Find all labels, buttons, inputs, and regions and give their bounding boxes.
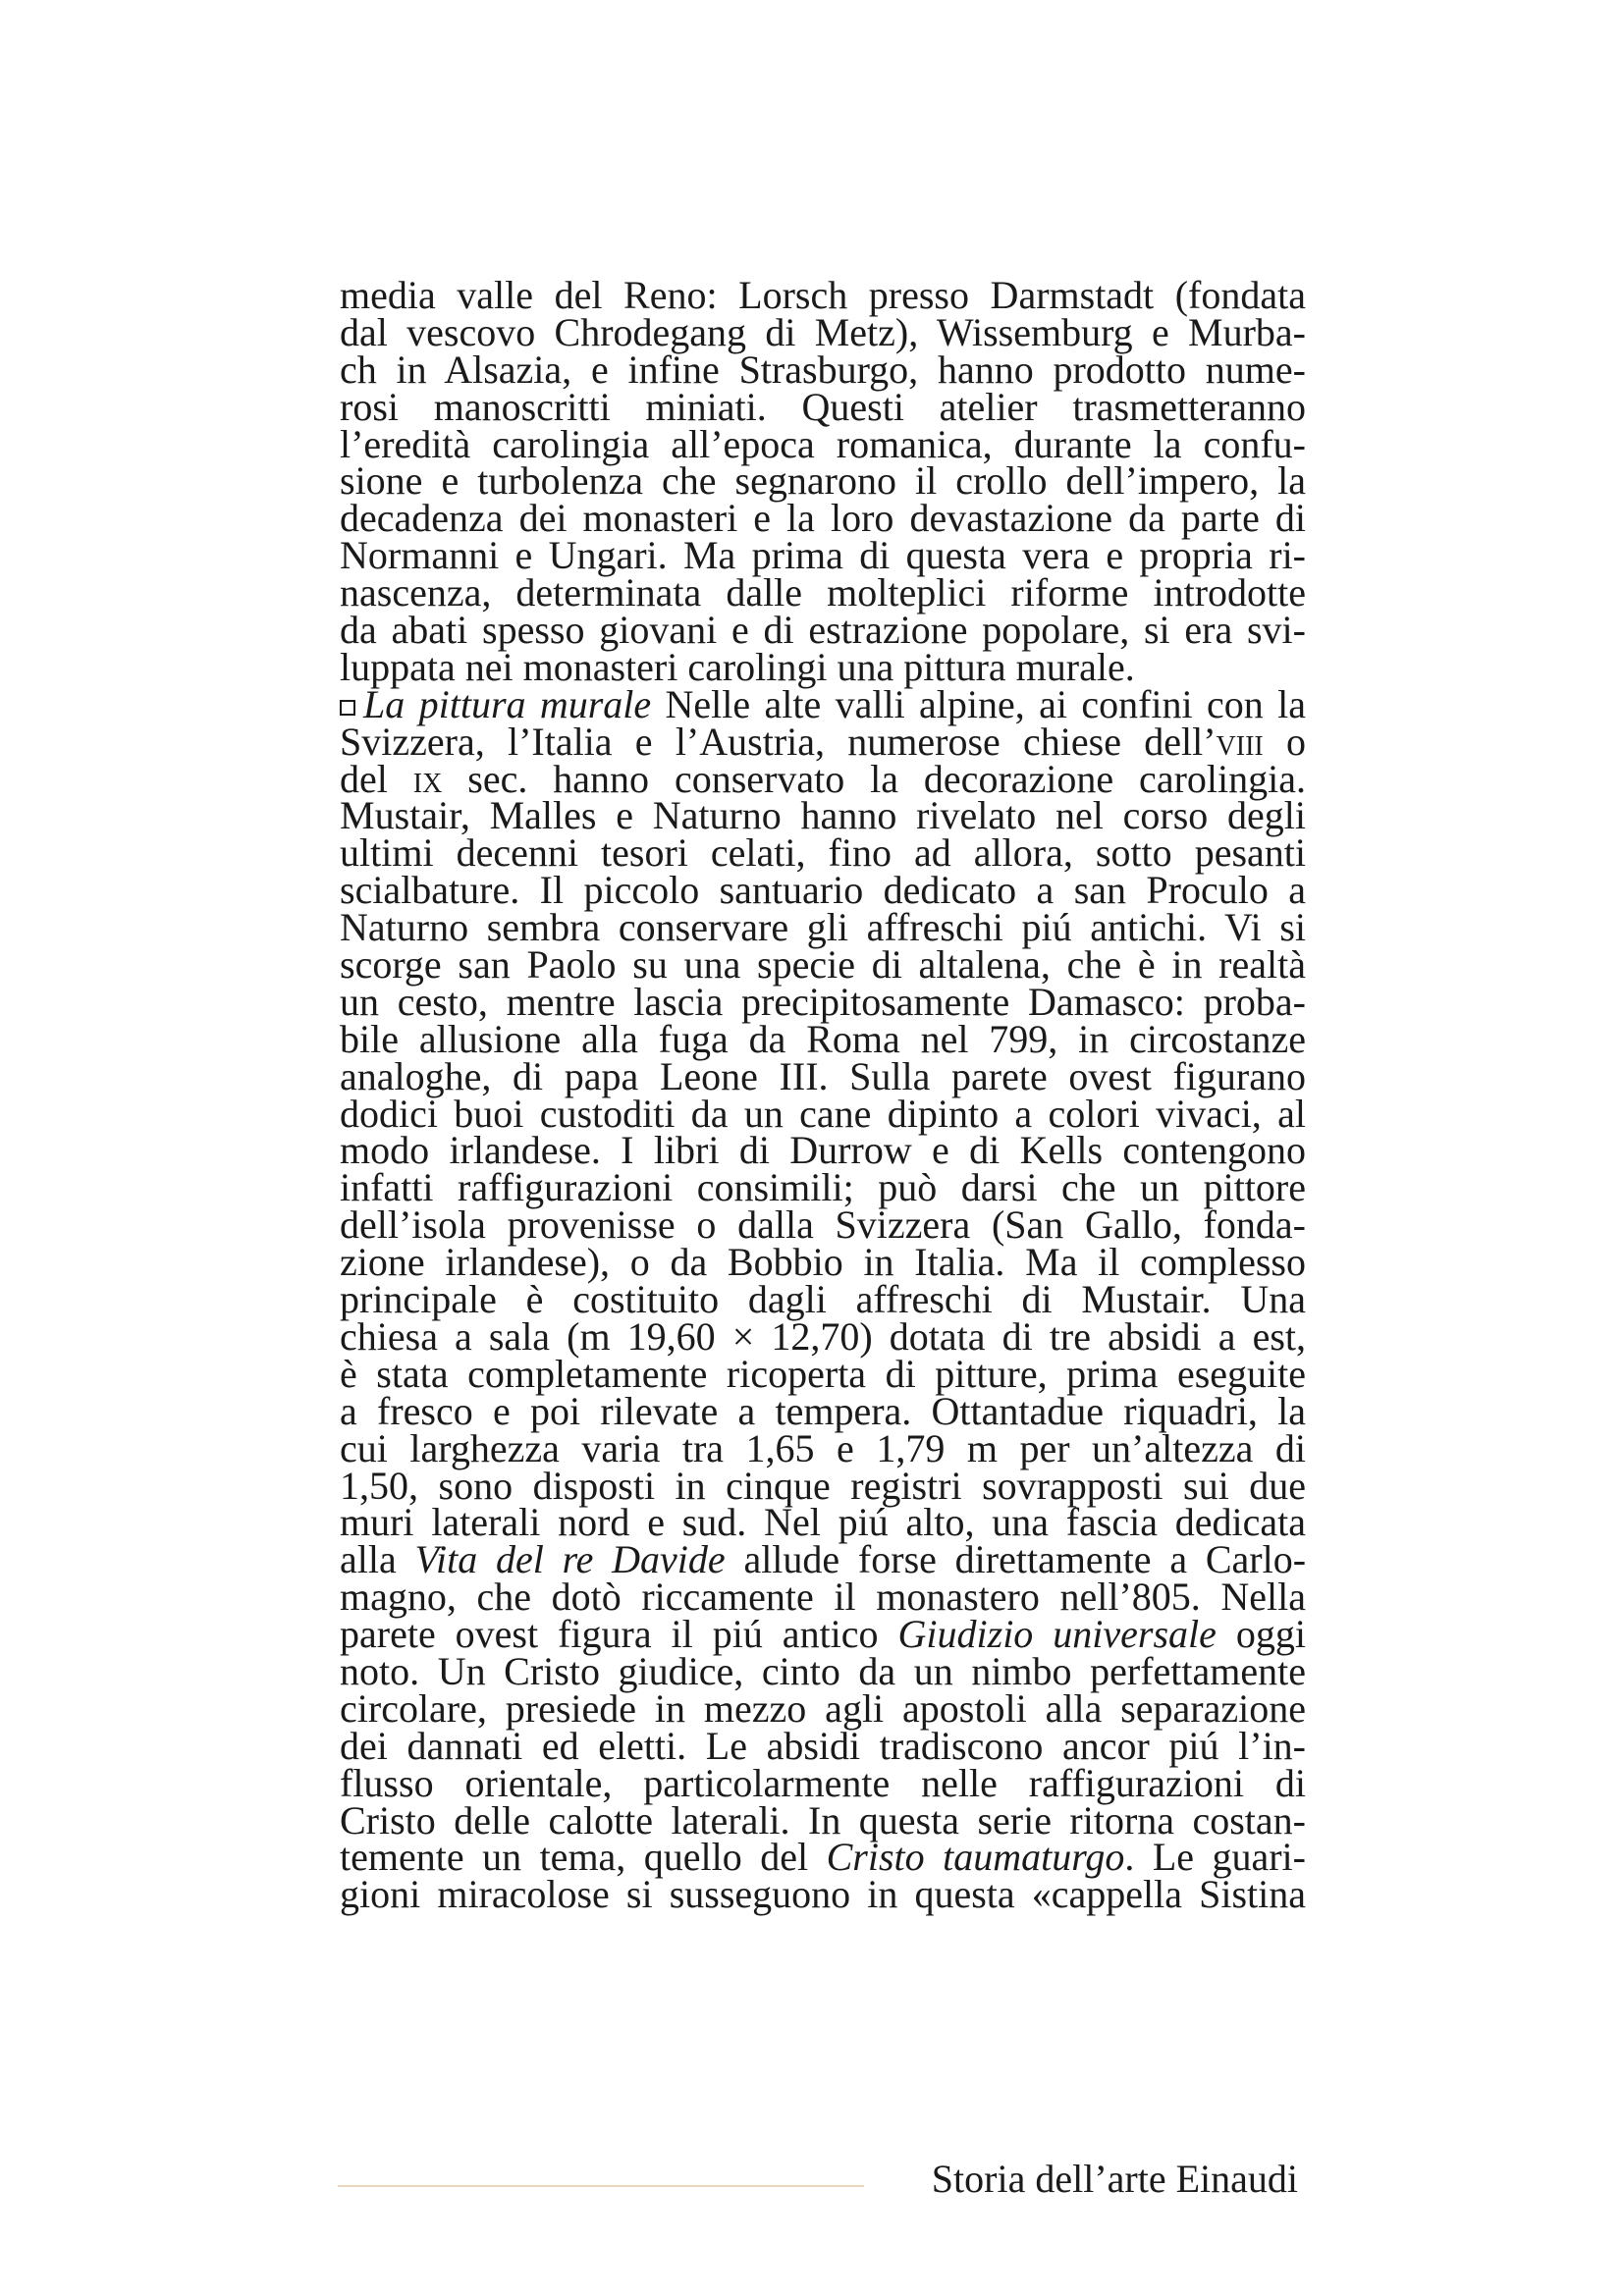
text-line: [340, 1612, 1306, 1657]
text-line: circolare, presiede in mezzo agli apostoli alla separazione: [340, 1685, 1306, 1731]
section-heading-line: [340, 681, 1306, 726]
italic-title: Cristo taumaturgo: [826, 1835, 1125, 1880]
text-line: luppata nei monasteri carolingi una pittura murale.: [340, 644, 1135, 689]
text-span: Nelle alte valli alpine, ai confini con la: [651, 681, 1306, 726]
text-line: [340, 756, 1306, 801]
text-line: decadenza dei monasteri e la loro devastazione da parte di: [340, 496, 1306, 541]
text-line: Mustair, Malles e Naturno hanno rivelato nel corso degli: [340, 793, 1306, 838]
text-line: [340, 1835, 1306, 1880]
text-line: dodici buoi custoditi da un cane dipinto a colori vivaci, al: [340, 1091, 1306, 1136]
body-text: [340, 273, 1307, 1917]
text-line: scorge san Paolo su una specie di altalena, che è in realtà: [340, 942, 1306, 988]
text-line: gioni miracolose si susseguono in questa «cappella Sistina: [340, 1872, 1306, 1917]
text-line: ch in Alsazia, e infine Strasburgo, hanno prodotto nume-: [340, 347, 1306, 392]
text-line: analoghe, di papa Leone III. Sulla parete ovest figurano: [340, 1053, 1306, 1098]
text-line: rosi manoscritti miniati. Questi atelier trasmetteranno: [340, 384, 1306, 429]
text-line: l’eredità carolingia all’epoca romanica, durante la confu-: [340, 421, 1306, 466]
text-line: ultimi decenni tesori celati, fino ad allora, sotto pesanti: [340, 830, 1306, 876]
text-span: alla: [340, 1537, 415, 1582]
text-line: dell’isola provenisse o dalla Svizzera (San Gallo, fonda-: [340, 1202, 1306, 1248]
text-line: dei dannati ed eletti. Le absidi tradiscono ancor piú l’in-: [340, 1723, 1306, 1768]
text-span: sec. hanno conservato la decorazione carolingia.: [442, 756, 1306, 801]
text-span: oggi: [1216, 1612, 1306, 1657]
text-line: media valle del Reno: Lorsch presso Darmstadt (fondata: [340, 273, 1306, 317]
section-marker-icon: [340, 700, 355, 716]
text-line: bile allusione alla fuga da Roma nel 799, in circostanze: [340, 1016, 1306, 1061]
footer-rule: [338, 2185, 864, 2187]
italic-title: Vita del re Davide: [414, 1537, 726, 1582]
text-line: dal vescovo Chrodegang di Metz), Wissemburg e Murba-: [340, 309, 1306, 354]
text-line: principale è costituito dagli affreschi di Mustair. Una: [340, 1277, 1306, 1322]
text-span: o: [1263, 719, 1306, 764]
text-span: parete ovest figura il piú antico: [340, 1612, 898, 1657]
text-line: Cristo delle calotte laterali. In questa serie ritorna costan-: [340, 1797, 1306, 1842]
footer-title: Storia dell’arte Einaudi: [931, 2157, 1298, 2201]
text-line: scialbature. Il piccolo santuario dedicato a san Proculo a: [340, 868, 1306, 913]
text-line: [340, 719, 1306, 764]
text-line: Normanni e Ungari. Ma prima di questa vera e propria ri-: [340, 533, 1306, 578]
text-line: Naturno sembra conservare gli affreschi piú antichi. Vi si: [340, 905, 1306, 950]
text-span: del: [340, 756, 413, 801]
text-line: un cesto, mentre lascia precipitosamente Damasco: proba-: [340, 979, 1306, 1024]
text-line: cui larghezza varia tra 1,65 e 1,79 m per un’altezza di: [340, 1425, 1306, 1470]
italic-title: Giudizio universale: [897, 1612, 1217, 1657]
text-span: temente un tema, quello del: [340, 1835, 827, 1880]
text-line: zione irlandese), o da Bobbio in Italia. Ma il complesso: [340, 1240, 1306, 1285]
text-line: sione e turbolenza che segnarono il crollo dell’impero, la: [340, 458, 1306, 504]
section-heading: La pittura murale: [363, 681, 652, 726]
text-line: noto. Un Cristo giudice, cinto da un nimbo perfettamente: [340, 1648, 1306, 1693]
text-line: flusso orientale, particolarmente nelle raffigurazioni di: [340, 1760, 1306, 1805]
text-line: magno, che dotò riccamente il monastero nell’805. Nella: [340, 1575, 1306, 1620]
text-line: infatti raffigurazioni consimili; può darsi che un pittore: [340, 1165, 1306, 1210]
text-line: nascenza, determinata dalle molteplici riforme introdotte: [340, 570, 1306, 615]
text-line: chiesa a sala (m 19,60 × 12,70) dotata di tre absidi a est,: [340, 1313, 1306, 1359]
text-line: è stata completamente ricoperta di pitture, prima eseguite: [340, 1351, 1306, 1396]
text-line: muri laterali nord e sud. Nel piú alto, una fascia dedicata: [340, 1500, 1306, 1545]
text-line: modo irlandese. I libri di Durrow e di Kells contengono: [340, 1128, 1306, 1173]
century-numeral: viii: [1216, 719, 1264, 764]
text-line: [340, 1537, 1307, 1582]
text-line: 1,50, sono disposti in cinque registri sovrapposti sui due: [340, 1463, 1306, 1508]
text-span: Svizzera, l’Italia e l’Austria, numerose chiese dell’: [340, 719, 1217, 764]
text-span: allude forse direttamente a Carlo-: [725, 1537, 1307, 1582]
text-line: da abati spesso giovani e di estrazione popolare, si era svi-: [340, 608, 1306, 653]
century-numeral: ix: [412, 756, 443, 801]
text-span: . Le guari-: [1124, 1835, 1306, 1880]
text-line: a fresco e poi rilevate a tempera. Ottantadue riquadri, la: [340, 1388, 1306, 1433]
